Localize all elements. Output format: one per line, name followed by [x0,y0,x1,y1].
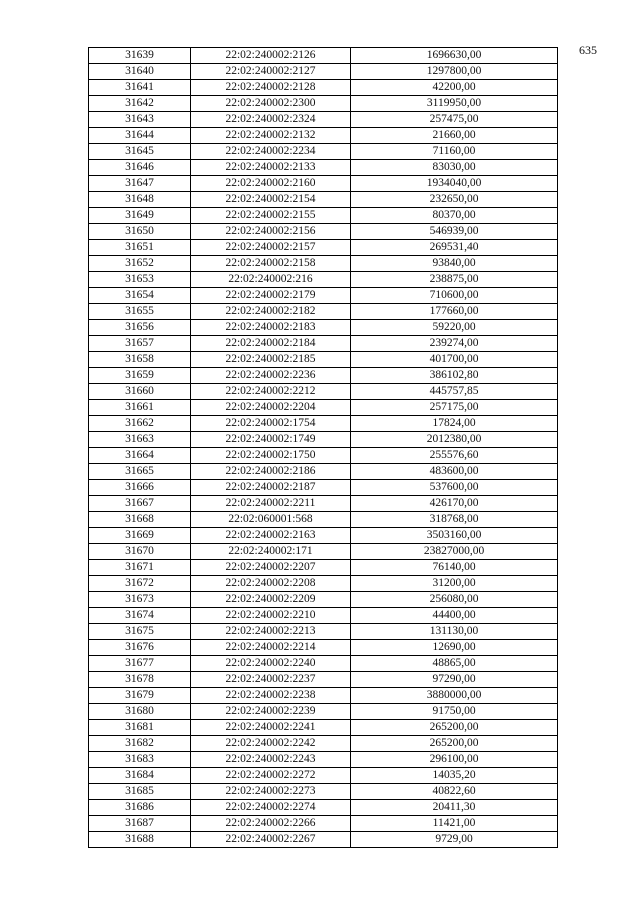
row-number-cell: 31683 [89,752,191,768]
table-row [89,800,558,816]
row-number-cell: 31647 [89,176,191,192]
table-row [89,144,558,160]
row-number-cell: 31684 [89,768,191,784]
value-cell: 386102,80 [351,368,558,384]
row-number-cell: 31644 [89,128,191,144]
table-row [89,416,558,432]
table-row [89,576,558,592]
cadastral-number-cell: 22:02:240002:1754 [191,416,351,432]
value-cell: 426170,00 [351,496,558,512]
row-number-cell: 31687 [89,816,191,832]
value-cell: 2012380,00 [351,432,558,448]
row-number-cell: 31680 [89,704,191,720]
row-number-cell: 31681 [89,720,191,736]
table-row [89,256,558,272]
cadastral-number-cell: 22:02:240002:2213 [191,624,351,640]
table-row [89,352,558,368]
value-cell: 23827000,00 [351,544,558,560]
value-cell: 14035,20 [351,768,558,784]
cadastral-number-cell: 22:02:240002:2243 [191,752,351,768]
row-number-cell: 31688 [89,832,191,848]
value-cell: 546939,00 [351,224,558,240]
table-row [89,288,558,304]
value-cell: 1934040,00 [351,176,558,192]
row-number-cell: 31655 [89,304,191,320]
cadastral-number-cell: 22:02:240002:2163 [191,528,351,544]
table-row [89,112,558,128]
table-row [89,224,558,240]
table-row [89,512,558,528]
table-row [89,272,558,288]
table-row [89,368,558,384]
table-row [89,336,558,352]
value-cell: 255576,60 [351,448,558,464]
cadastral-number-cell: 22:02:240002:2158 [191,256,351,272]
value-cell: 71160,00 [351,144,558,160]
table-row [89,672,558,688]
row-number-cell: 31653 [89,272,191,288]
value-cell: 76140,00 [351,560,558,576]
value-cell: 710600,00 [351,288,558,304]
table-row [89,816,558,832]
cadastral-number-cell: 22:02:240002:2133 [191,160,351,176]
table-row [89,80,558,96]
table-row [89,96,558,112]
cadastral-number-cell: 22:02:240002:2273 [191,784,351,800]
row-number-cell: 31662 [89,416,191,432]
cadastral-number-cell: 22:02:240002:2128 [191,80,351,96]
table-row [89,560,558,576]
row-number-cell: 31649 [89,208,191,224]
value-cell: 1696630,00 [351,48,558,64]
table-row [89,400,558,416]
cadastral-number-cell: 22:02:240002:2272 [191,768,351,784]
table-row [89,128,558,144]
value-cell: 93840,00 [351,256,558,272]
value-cell: 265200,00 [351,720,558,736]
row-number-cell: 31672 [89,576,191,592]
row-number-cell: 31665 [89,464,191,480]
value-cell: 1297800,00 [351,64,558,80]
registry-table-body [89,48,558,848]
page-number: 635 [579,43,597,57]
cadastral-number-cell: 22:02:240002:2183 [191,320,351,336]
cadastral-number-cell: 22:02:240002:2300 [191,96,351,112]
value-cell: 537600,00 [351,480,558,496]
cadastral-number-cell: 22:02:240002:2157 [191,240,351,256]
cadastral-number-cell: 22:02:240002:2242 [191,736,351,752]
table-row [89,240,558,256]
value-cell: 296100,00 [351,752,558,768]
row-number-cell: 31666 [89,480,191,496]
value-cell: 445757,85 [351,384,558,400]
value-cell: 11421,00 [351,816,558,832]
cadastral-number-cell: 22:02:240002:2212 [191,384,351,400]
row-number-cell: 31679 [89,688,191,704]
table-row [89,768,558,784]
cadastral-number-cell: 22:02:240002:2266 [191,816,351,832]
value-cell: 83030,00 [351,160,558,176]
table-row [89,656,558,672]
cadastral-number-cell: 22:02:240002:2324 [191,112,351,128]
row-number-cell: 31663 [89,432,191,448]
table-row [89,160,558,176]
table-row [89,496,558,512]
cadastral-number-cell: 22:02:240002:2238 [191,688,351,704]
row-number-cell: 31685 [89,784,191,800]
value-cell: 17824,00 [351,416,558,432]
cadastral-number-cell: 22:02:240002:2234 [191,144,351,160]
table-row [89,832,558,848]
value-cell: 401700,00 [351,352,558,368]
row-number-cell: 31675 [89,624,191,640]
table-row [89,432,558,448]
row-number-cell: 31656 [89,320,191,336]
row-number-cell: 31650 [89,224,191,240]
row-number-cell: 31686 [89,800,191,816]
cadastral-number-cell: 22:02:240002:2241 [191,720,351,736]
table-row [89,448,558,464]
cadastral-number-cell: 22:02:240002:2267 [191,832,351,848]
cadastral-number-cell: 22:02:240002:2154 [191,192,351,208]
table-row [89,176,558,192]
value-cell: 131130,00 [351,624,558,640]
cadastral-number-cell: 22:02:240002:2210 [191,608,351,624]
value-cell: 238875,00 [351,272,558,288]
table-row [89,688,558,704]
cadastral-number-cell: 22:02:240002:2127 [191,64,351,80]
row-number-cell: 31642 [89,96,191,112]
cadastral-number-cell: 22:02:240002:1750 [191,448,351,464]
row-number-cell: 31643 [89,112,191,128]
cadastral-number-cell: 22:02:240002:2274 [191,800,351,816]
cadastral-number-cell: 22:02:240002:2160 [191,176,351,192]
cadastral-number-cell: 22:02:240002:2207 [191,560,351,576]
value-cell: 269531,40 [351,240,558,256]
cadastral-number-cell: 22:02:240002:2182 [191,304,351,320]
row-number-cell: 31682 [89,736,191,752]
table-row [89,64,558,80]
value-cell: 42200,00 [351,80,558,96]
value-cell: 31200,00 [351,576,558,592]
row-number-cell: 31648 [89,192,191,208]
table-row [89,736,558,752]
table-row [89,48,558,64]
table-row [89,704,558,720]
cadastral-number-cell: 22:02:240002:2187 [191,480,351,496]
table-row [89,784,558,800]
table-row [89,320,558,336]
cadastral-number-cell: 22:02:240002:2204 [191,400,351,416]
table-row [89,592,558,608]
value-cell: 48865,00 [351,656,558,672]
cadastral-number-cell: 22:02:240002:2179 [191,288,351,304]
row-number-cell: 31639 [89,48,191,64]
cadastral-number-cell: 22:02:240002:2208 [191,576,351,592]
value-cell: 256080,00 [351,592,558,608]
row-number-cell: 31668 [89,512,191,528]
value-cell: 59220,00 [351,320,558,336]
row-number-cell: 31652 [89,256,191,272]
cadastral-number-cell: 22:02:240002:2156 [191,224,351,240]
value-cell: 318768,00 [351,512,558,528]
table-row [89,544,558,560]
row-number-cell: 31646 [89,160,191,176]
table-row [89,192,558,208]
row-number-cell: 31641 [89,80,191,96]
cadastral-number-cell: 22:02:240002:2126 [191,48,351,64]
row-number-cell: 31676 [89,640,191,656]
table-row [89,480,558,496]
table-row [89,304,558,320]
value-cell: 3503160,00 [351,528,558,544]
cadastral-number-cell: 22:02:240002:2211 [191,496,351,512]
cadastral-number-cell: 22:02:240002:2132 [191,128,351,144]
row-number-cell: 31659 [89,368,191,384]
table-row [89,384,558,400]
value-cell: 232650,00 [351,192,558,208]
table-row [89,624,558,640]
row-number-cell: 31661 [89,400,191,416]
table-row [89,528,558,544]
value-cell: 91750,00 [351,704,558,720]
row-number-cell: 31670 [89,544,191,560]
value-cell: 3119950,00 [351,96,558,112]
cadastral-number-cell: 22:02:240002:2186 [191,464,351,480]
table-row [89,608,558,624]
value-cell: 3880000,00 [351,688,558,704]
value-cell: 257175,00 [351,400,558,416]
cadastral-number-cell: 22:02:240002:2185 [191,352,351,368]
value-cell: 9729,00 [351,832,558,848]
value-cell: 20411,30 [351,800,558,816]
cadastral-number-cell: 22:02:240002:2240 [191,656,351,672]
cadastral-number-cell: 22:02:240002:171 [191,544,351,560]
value-cell: 44400,00 [351,608,558,624]
value-cell: 257475,00 [351,112,558,128]
cadastral-number-cell: 22:02:240002:1749 [191,432,351,448]
cadastral-number-cell: 22:02:240002:2155 [191,208,351,224]
value-cell: 12690,00 [351,640,558,656]
cadastral-number-cell: 22:02:240002:2239 [191,704,351,720]
row-number-cell: 31645 [89,144,191,160]
row-number-cell: 31658 [89,352,191,368]
row-number-cell: 31669 [89,528,191,544]
row-number-cell: 31660 [89,384,191,400]
registry-table [88,47,558,848]
cadastral-number-cell: 22:02:240002:2237 [191,672,351,688]
cadastral-number-cell: 22:02:240002:216 [191,272,351,288]
value-cell: 21660,00 [351,128,558,144]
value-cell: 40822,60 [351,784,558,800]
table-row [89,464,558,480]
row-number-cell: 31657 [89,336,191,352]
row-number-cell: 31671 [89,560,191,576]
cadastral-number-cell: 22:02:240002:2184 [191,336,351,352]
table-row [89,720,558,736]
table-row [89,208,558,224]
table-row [89,640,558,656]
value-cell: 265200,00 [351,736,558,752]
value-cell: 239274,00 [351,336,558,352]
row-number-cell: 31654 [89,288,191,304]
row-number-cell: 31678 [89,672,191,688]
cadastral-number-cell: 22:02:060001:568 [191,512,351,528]
table-row [89,752,558,768]
row-number-cell: 31674 [89,608,191,624]
row-number-cell: 31673 [89,592,191,608]
value-cell: 80370,00 [351,208,558,224]
row-number-cell: 31667 [89,496,191,512]
row-number-cell: 31664 [89,448,191,464]
row-number-cell: 31640 [89,64,191,80]
value-cell: 97290,00 [351,672,558,688]
row-number-cell: 31677 [89,656,191,672]
cadastral-number-cell: 22:02:240002:2209 [191,592,351,608]
row-number-cell: 31651 [89,240,191,256]
value-cell: 483600,00 [351,464,558,480]
value-cell: 177660,00 [351,304,558,320]
cadastral-number-cell: 22:02:240002:2236 [191,368,351,384]
cadastral-number-cell: 22:02:240002:2214 [191,640,351,656]
